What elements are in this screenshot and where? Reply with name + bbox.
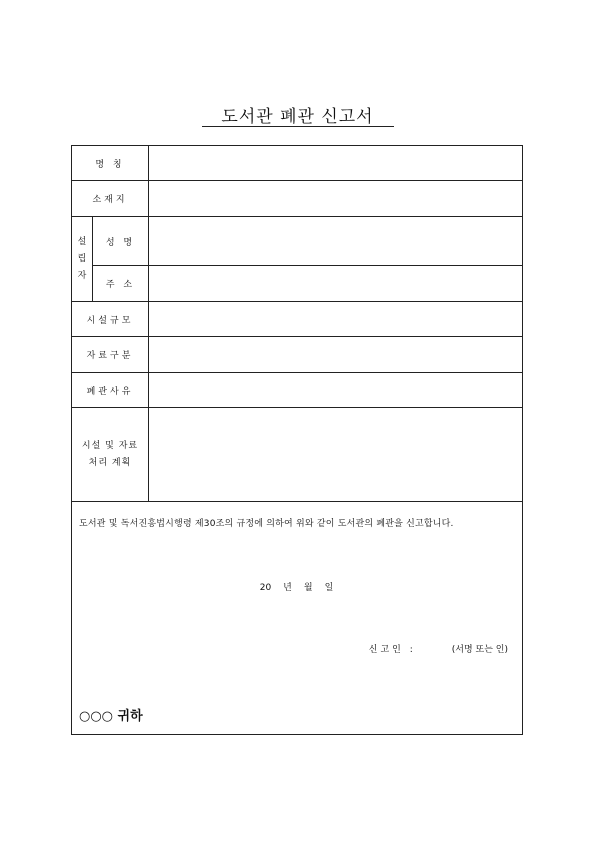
- field-material-type[interactable]: [149, 337, 523, 373]
- field-name[interactable]: [149, 146, 523, 181]
- row-founder-address: [72, 266, 523, 302]
- statement-text: 도서관 및 독서진흥법시행령 제30조의 규정에 의하여 위와 같이 도서관의 폐관을 신고합니다.: [79, 519, 454, 529]
- label-closure-reason: 폐관사유: [72, 373, 149, 408]
- field-closure-reason[interactable]: [149, 373, 523, 408]
- reporter-label: 신고인 :: [368, 645, 416, 655]
- row-statement: [72, 502, 523, 735]
- statement-cell: [72, 502, 523, 735]
- reporter-line: [369, 642, 508, 655]
- date-line: [72, 580, 521, 593]
- plan-line-1: 시설 및 자료: [81, 440, 139, 451]
- row-founder-name: [72, 217, 523, 266]
- field-location[interactable]: [149, 181, 523, 217]
- label-location: 소재지: [72, 181, 149, 217]
- date-year-unit: 년: [283, 583, 292, 593]
- field-disposal-plan[interactable]: [149, 408, 523, 502]
- field-founder-address[interactable]: [149, 266, 523, 302]
- founder-char-2: 립: [77, 253, 87, 264]
- plan-line-2: 처리 계획: [88, 457, 132, 468]
- founder-char-1: 설: [77, 236, 87, 247]
- row-disposal-plan: [72, 408, 523, 502]
- date-month-unit: 월: [303, 583, 313, 593]
- field-facility-size[interactable]: [149, 302, 523, 337]
- report-form-table: [71, 145, 523, 735]
- row-location: [72, 181, 523, 217]
- label-founder-group: [72, 217, 93, 302]
- title-underline: [202, 126, 394, 127]
- row-name: [72, 146, 523, 181]
- founder-char-3: 자: [77, 270, 87, 281]
- label-disposal-plan: [72, 408, 149, 502]
- date-year: 20: [259, 583, 272, 593]
- label-material-type: 자료구분: [72, 337, 149, 373]
- document-title: 도서관 폐관 신고서: [221, 107, 374, 127]
- reporter-signature-note: (서명 또는 인): [451, 645, 508, 655]
- addressee: ○○○ 귀하: [79, 709, 143, 724]
- row-material-type: [72, 337, 523, 373]
- field-founder-name[interactable]: [149, 217, 523, 266]
- label-founder-address: 주 소: [93, 266, 149, 302]
- label-facility-size: 시설규모: [72, 302, 149, 337]
- row-closure-reason: [72, 373, 523, 408]
- date-day-unit: 일: [324, 583, 334, 593]
- row-facility-size: [72, 302, 523, 337]
- label-founder-name: 성 명: [93, 217, 149, 266]
- label-name: 명 칭: [72, 146, 149, 181]
